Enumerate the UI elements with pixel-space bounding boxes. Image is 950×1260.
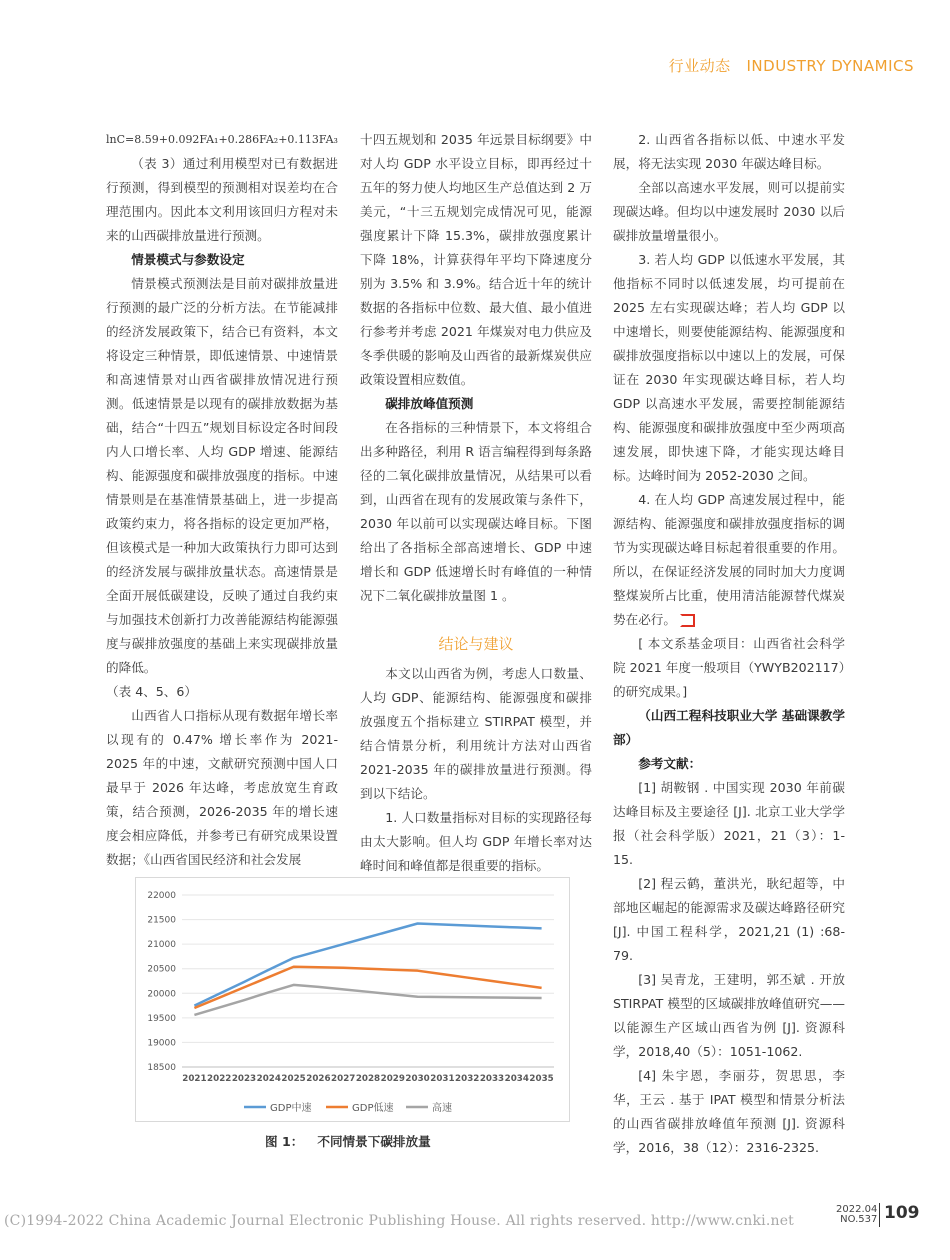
affiliation: （山西工程科技职业大学 基础课教学部） xyxy=(613,708,845,747)
paragraph: 2. 山西省各指标以低、中速水平发展，将无法实现 2030 年碳达峰目标。 xyxy=(613,132,845,171)
page-number-divider xyxy=(879,1203,880,1227)
column-3 xyxy=(613,128,845,1160)
column-2 xyxy=(360,128,592,878)
legend-label: 高速 xyxy=(432,1103,452,1114)
paragraph: 山西省人口指标从现有数据年增长率以现有的 0.47% 增长率作为 2021-2025 年的中速，文献研究预测中国人口最早于 2026 年达峰，考虑放宽生育政策，结合预测，2026-2035 年的增长速度会相应降低，并参考已有研究成果设置数据；《山西省国民经济和社会发展 xyxy=(106,708,338,867)
y-tick-label: 20000 xyxy=(147,989,176,1000)
reference-item: [2] 程云鹤，董洪光，耿纪超等，中部地区崛起的能源需求及碳达峰路径研究 [J]. 中国工程科学，2021,21 (1) :68-79. xyxy=(613,876,845,963)
x-tick-label: 2030 xyxy=(405,1074,430,1084)
end-mark-icon xyxy=(680,614,695,627)
paragraph xyxy=(613,488,845,632)
paragraph-text: 4. 在人均 GDP 高速发展过程中，能源结构、能源强度和碳排放强度指标的调节为实现碳达峰目标起着很重要的作用。所以，在保证经济发展的同时加大力度调整煤炭所占比重，使用清洁能源替代煤炭势在必行。 xyxy=(613,492,845,627)
series-line xyxy=(194,985,541,1015)
figure-caption xyxy=(265,1131,445,1150)
x-tick-label: 2033 xyxy=(479,1074,505,1084)
y-tick-label: 18500 xyxy=(147,1063,176,1073)
y-tick-label: 22000 xyxy=(147,891,176,901)
y-tick-label: 19500 xyxy=(147,1013,176,1024)
issue-info xyxy=(836,1205,877,1225)
paragraph: 3. 若人均 GDP 以低速水平发展，其他指标不同时以低速发展，均可提前在 2025 左右实现碳达峰；若人均 GDP 以中速增长，则要使能源结构、能源强度和碳排放强度指标以中速以上的发展，可保证在 2030 年实现碳达峰目标，若人均 GDP 以高速水平发展，需要控制能源结构、能源强度和碳排放强度中至少两项高速发展，即快速下降，才能实现达峰目标。达峰时间为 2052-2030 之间。 xyxy=(613,252,845,483)
header-cn: 行业动态 xyxy=(668,57,731,75)
reference-item: [1] 胡鞍钢 . 中国实现 2030 年前碳达峰目标及主要途径 [J]. 北京工业大学学报（社会科学版）2021，21（3）：1-15. xyxy=(613,780,845,867)
fund-note: [ 本文系基金项目：山西省社会科学院 2021 年度一般项目（YWYB202117）的研究成果。] xyxy=(613,636,845,699)
x-tick-label: 2028 xyxy=(355,1074,381,1084)
chart-svg xyxy=(136,878,569,1121)
regression-formula: lnC=8.59+0.092FA₁+0.286FA₂+0.113FA₃ xyxy=(106,133,338,146)
series-line xyxy=(194,967,541,1008)
x-tick-label: 2027 xyxy=(331,1074,356,1084)
issue-date: 2022.04 xyxy=(836,1204,878,1215)
column-1 xyxy=(106,128,338,872)
y-tick-label: 20500 xyxy=(147,964,176,975)
x-tick-label: 2021 xyxy=(182,1074,207,1084)
paragraph: 十四五规划和 2035 年远景目标纲要》中对人均 GDP 水平设立目标，即再经过十五年的努力使人均地区生产总值达到 2 万美元，“十三五规划完成情况可见，能源强度累计下降 15.3%，碳排放强度累计下降 18%，计算获得年平均下降速度分别为 3.5% 和 3.9%。结合近十年的统计数据的各指标中位数、最大值、最小值进行参考并考虑 2021 年煤炭对电力供应及冬季供暖的影响及山西省的最新煤炭供应政策设置相应数值。 xyxy=(360,132,592,387)
x-tick-label: 2029 xyxy=(380,1074,406,1084)
paragraph: 1. 人口数量指标对目标的实现路径每由太大影响。但人均 GDP 年增长率对达峰时间和峰值都是很重要的指标。 xyxy=(360,810,592,873)
y-tick-label: 19000 xyxy=(147,1038,176,1049)
paragraph: 在各指标的三种情景下，本文将组合出多种路径，利用 R 语言编程得到每条路径的二氧化碳排放量情况，从结果可以看到，山西省在现有的发展政策与条件下，2030 年以前可以实现碳达峰目标。下图给出了各指标全部高速增长、GDP 中速增长和 GDP 低速增长时有峰值的一种情况下二氧化碳排放量图 1 。 xyxy=(360,420,592,603)
reference-item: [4] 朱宇恩，李丽芬，贺思思，李华，王云 . 基于 IPAT 模型和情景分析法的山西省碳排放峰值年预测 [J]. 资源科学，2016，38（12）：2316-2325. xyxy=(613,1068,845,1155)
x-tick-label: 2023 xyxy=(231,1074,257,1084)
copyright-footer: (C)1994-2022 China Academic Journal Electronic Publishing House. All rights reserved. http://www.cnki.net xyxy=(4,1213,795,1229)
x-tick-label: 2034 xyxy=(504,1074,530,1084)
header-en: INDUSTRY DYNAMICS xyxy=(746,57,914,75)
paragraph: （表 4、5、6） xyxy=(106,684,198,699)
x-tick-label: 2032 xyxy=(455,1074,480,1084)
issue-number: NO.537 xyxy=(840,1214,878,1225)
page-number: 109 xyxy=(884,1203,920,1223)
y-tick-label: 21500 xyxy=(147,915,176,926)
reference-item: [3] 吴青龙，王建明，郭丕斌 . 开放 STIRPAT 模型的区域碳排放峰值研究——以能源生产区域山西省为例 [J]. 资源科学，2018,40（5）：1051-1062. xyxy=(613,972,845,1059)
x-tick-label: 2031 xyxy=(430,1074,455,1084)
figure-title: 不同情景下碳排放量 xyxy=(317,1134,431,1149)
x-tick-label: 2026 xyxy=(306,1074,331,1084)
subheading-scenario: 情景模式与参数设定 xyxy=(131,252,245,267)
paragraph: 情景模式预测法是目前对碳排放量进行预测的最广泛的分析方法。在节能减排的经济发展政策下，结合已有资料，本文将设定三种情景，即低速情景、中速情景和高速情景对山西省碳排放情况进行预测。低速情景是以现有的碳排放数据为基础，结合“十四五”规划目标设定各时间段内人口增长率、人均 GDP 增速、能源结构、能源强度和碳排放强度的指标。中速情景则是在基准情景基础上，进一步提高政策约束力，将各指标的设定更加严格，但该模式是一种加大政策执行力即可达到的经济发展与碳排放量状态。高速情景是全面开展低碳建设，反映了通过自我约束与加强技术创新打力改善能源结构能源强度与碳排放强度的基础上来实现碳排放量的降低。 xyxy=(106,276,338,675)
section-title-conclusion: 结论与建议 xyxy=(438,635,514,653)
references-title: 参考文献： xyxy=(638,756,702,771)
y-tick-label: 21000 xyxy=(147,940,176,951)
figure-label: 图 1： xyxy=(265,1134,304,1149)
legend-label: GDP低速 xyxy=(352,1103,394,1114)
x-tick-label: 2022 xyxy=(207,1074,232,1084)
legend-label: GDP中速 xyxy=(270,1103,312,1114)
paragraph: 全部以高速水平发展，则可以提前实现碳达峰。但均以中速发展时 2030 以后碳排放量增量很小。 xyxy=(613,180,845,243)
subheading-peak: 碳排放峰值预测 xyxy=(385,396,474,411)
emissions-chart xyxy=(135,877,570,1122)
x-tick-label: 2025 xyxy=(281,1074,306,1084)
paragraph: 本文以山西省为例，考虑人口数量、人均 GDP、能源结构、能源强度和碳排放强度五个指标建立 STIRPAT 模型，并结合情景分析，利用统计方法对山西省 2021-2035 年的碳排放量进行预测。得到以下结论。 xyxy=(360,666,592,801)
x-tick-label: 2035 xyxy=(529,1074,554,1084)
paragraph: （表 3）通过利用模型对已有数据进行预测，得到模型的预测相对误差均在合理范围内。因此本文利用该回归方程对未来的山西碳排放量进行预测。 xyxy=(106,156,338,243)
section-header xyxy=(669,55,914,76)
x-tick-label: 2024 xyxy=(256,1074,282,1084)
